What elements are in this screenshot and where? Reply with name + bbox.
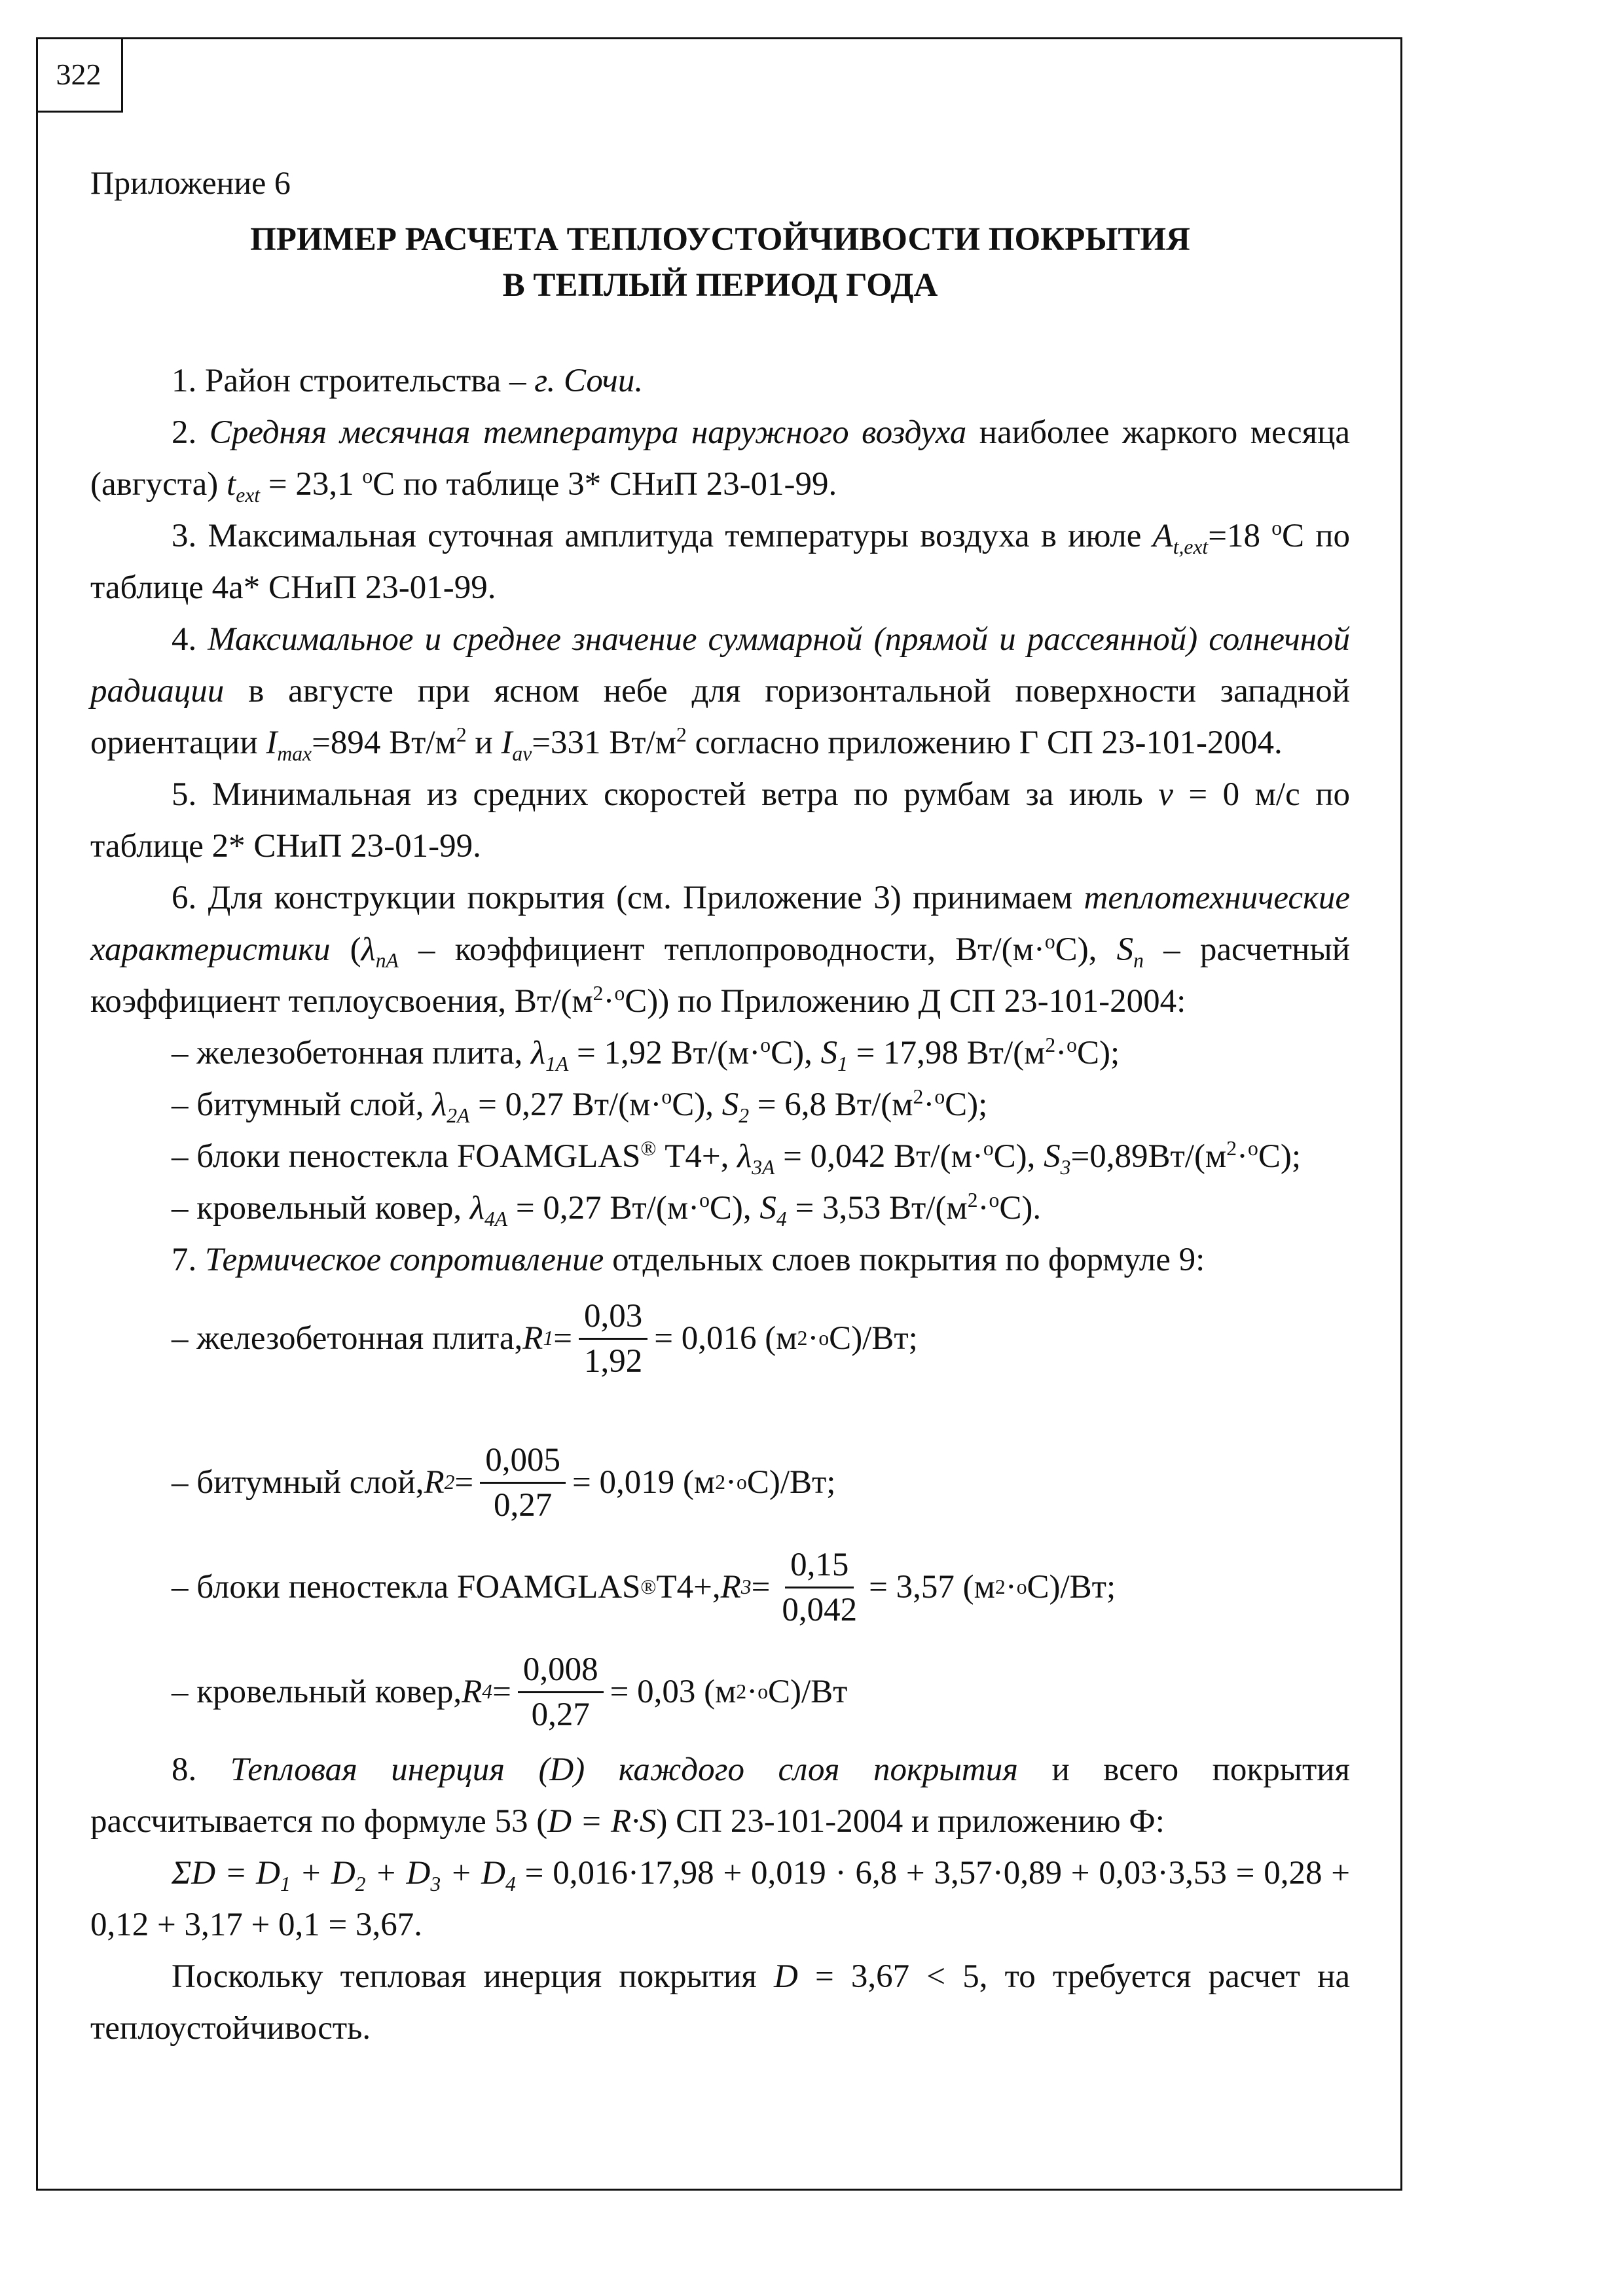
page-number: 322 <box>36 37 123 113</box>
paragraph-3: 3. Максимальная суточная амплитуда температуры воздуха в июле $A_{t,ext}=18$ $^o$С по таблице 4а* СНиП 23-01-99. <box>90 516 1351 606</box>
fraction: $\frac{0,005}{0,27}$ <box>480 1439 566 1527</box>
paragraph-10: Поскольку тепловая инерция покрытия D = 3,67 < 5, то требуется расчет на теплоустойчивость. <box>90 1958 1350 2047</box>
paragraph-9: $\Sigma D = D_1 + D_2 + D_3 + D_4 = 0,016\cdot 17,98 + 0,019 \cdot 6,8 + 3,57\cdot 0,89 + 0,03\cdot 3,53 = 0,28 + 0,12 + 3,17 + 0,1 = 3,67$. <box>90 1855 1351 1943</box>
resistance-formula: – битумный слой, R 2 = $\frac{0,005}{0,27}$ = 0,019 (м 2 · o С)/Вт; <box>90 1430 1350 1535</box>
paragraph-2: 2. Средняя месячная температура наружного воздуха наиболее жаркого месяца (августа) $t_{ext} = 23,1$ $^o$С по таблице 3* СНиП 23-01-99. <box>90 414 1351 507</box>
paragraph-5: 5. Минимальная из средних скоростей ветра по румбам за июль v = 0 м/с по таблице 2* СНиП 23-01-99. <box>90 776 1350 865</box>
page-title <box>90 217 1350 308</box>
paragraph-6: 6. Для конструкции покрытия (см. Приложение 3) принимаем теплотехнические характеристики ($\lambda_{nA}$ – коэффициент теплопроводности, Вт/(м·$^o$С), $S_n$ – расчетный коэффициент теплоусвоения, $Вт/(м^2\cdot^oС)$) по Приложению Д СП 23-101-2004: <box>90 880 1351 1020</box>
layer-item: – блоки пеностекла FOAMGLAS® Т4+, $\lambda_{3A} = 0,042$ Вт/(м·$^o$С), $S_3=0,89Вт/(м^2\cdot^oС)$; <box>172 1137 1301 1179</box>
layer-item: – битумный слой, $\lambda_{2A} = 0,27$ Вт/(м·$^o$С), $S_2 = 6,8$ $Вт/(м^2\cdot^oС)$; <box>172 1085 988 1128</box>
document-body <box>90 157 1350 2054</box>
title-line-2: В ТЕПЛЫЙ ПЕРИОД ГОДА <box>502 267 938 304</box>
layer-item: – кровельный ковер, $\lambda_{4A} = 0,27$ Вт/(м·$^o$С), $S_4 = 3,53$ $Вт/(м^2\cdot^oС)$. <box>172 1189 1042 1231</box>
layer-item: – железобетонная плита, $\lambda_{1A} = 1,92$ Вт/(м·$^o$С), $S_1 = 17,98$ $Вт/(м^2\cdot^oС)$; <box>172 1033 1120 1076</box>
fraction: $\frac{0,15}{0,042}$ <box>776 1543 862 1632</box>
paragraph-1: 1. Район строительства – г. Сочи. <box>172 363 644 399</box>
fraction: $\frac{0,008}{0,27}$ <box>518 1648 604 1736</box>
paragraph-7: 7. Термическое сопротивление отдельных слоев покрытия по формуле 9: <box>172 1242 1205 1278</box>
title-line-1: ПРИМЕР РАСЧЕТА ТЕПЛОУСТОЙЧИВОСТИ ПОКРЫТИЯ <box>250 221 1190 258</box>
paragraph-8: 8. Тепловая инерция (D) каждого слоя покрытия и всего покрытия рассчитывается по формуле 53 (D = R·S) СП 23-101-2004 и приложению Ф: <box>90 1751 1350 1840</box>
resistance-formula: – кровельный ковер, R 4 = $\frac{0,008}{0,27}$ = 0,03 (м 2 · o С)/Вт <box>90 1640 1350 1744</box>
resistance-formula: – железобетонная плита, R 1 = $\frac{0,03}{1,92}$ = 0,016 (м 2 · o С)/Вт; <box>90 1286 1350 1391</box>
fraction: $\frac{0,03}{1,92}$ <box>579 1295 647 1383</box>
paragraph-4: 4. Максимальное и среднее значение суммарной (прямой и рассеянной) солнечной радиации в августе при ясном небе для горизонтальной поверхности западной ориентации $I_{max}=894$ $Вт/м^2$ и $I_{av}=331$ $Вт/м^2$ согласно приложению Г СП 23-101-2004. <box>90 621 1351 766</box>
appendix-label: Приложение 6 <box>90 164 291 201</box>
resistance-formula: – блоки пеностекла FOAMGLAS ® Т4+, R 3 = $\frac{0,15}{0,042}$ = 3,57 (м 2 · o С)/Вт; <box>90 1535 1350 1640</box>
